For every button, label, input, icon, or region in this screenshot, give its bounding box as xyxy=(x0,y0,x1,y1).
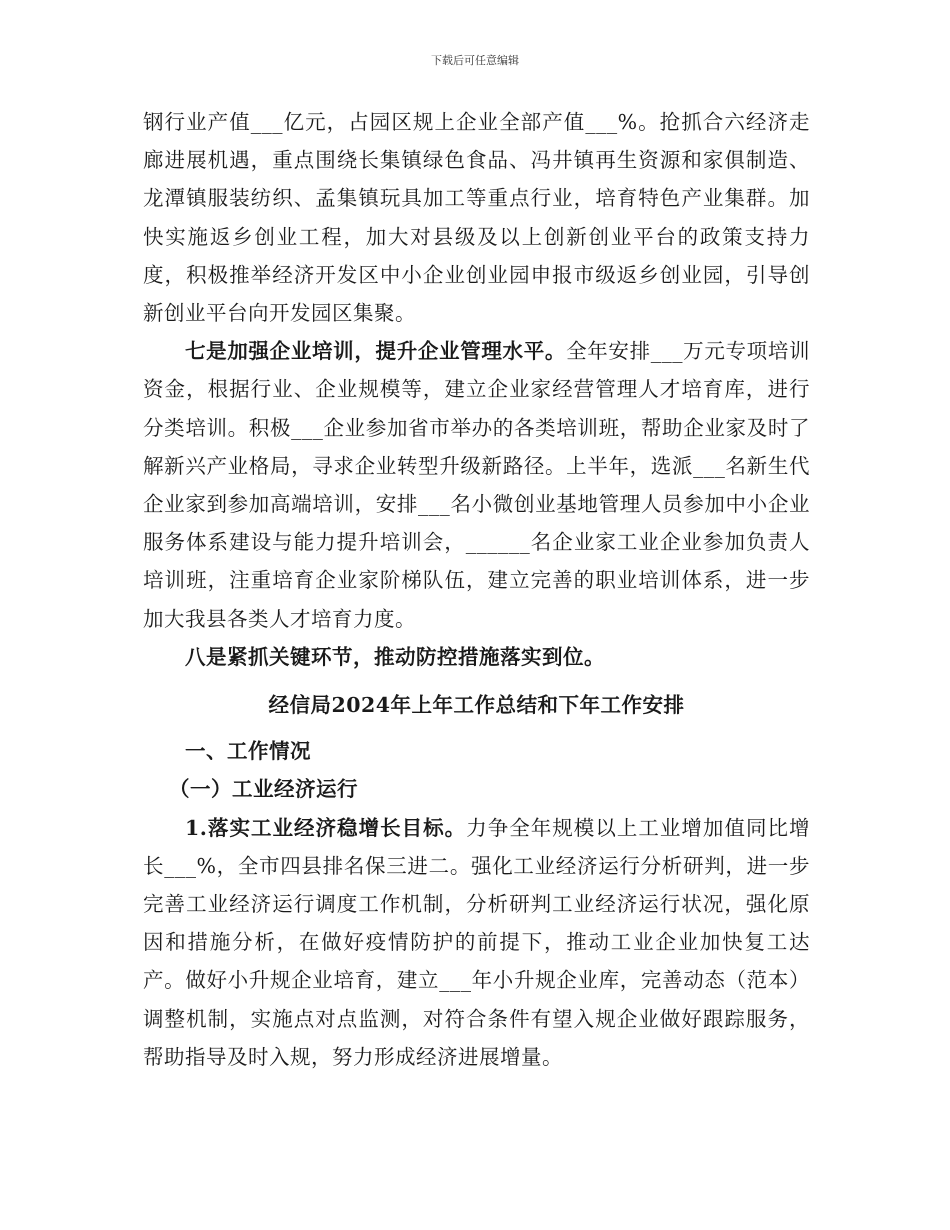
paragraph-body: 全年安排___万元专项培训资金，根据行业、企业规模等，建立企业家经营管理人才培育库，进行分类培训。积极___企业参加省市举办的各类培训班，帮助企业家及时了解新兴产业格局，寻求企业转型升级新路径。上半年，选派___名新生代企业家到参加高端培训，安排___名小微创业基地管理人员参加中小企业服务体系建设与能力提升培训会，______名企业家工业企业参加负责人培训班，注重培育企业家阶梯队伍，建立完善的职业培训体系，进一步加大我县各类人才培育力度。 xyxy=(143,339,811,631)
paragraph-growth-target xyxy=(143,809,810,1076)
paragraph-enterprise-training xyxy=(143,332,810,638)
document-body xyxy=(143,103,810,1076)
page-header: 下载后可任意编辑 xyxy=(431,54,519,67)
section-heading: 一、工作情况 xyxy=(185,739,311,764)
paragraph-lead: 八是紧抓关键环节，推动防控措施落实到位。 xyxy=(185,644,605,669)
paragraph-industrial-parks: 钢行业产值___亿元，占园区规上企业全部产值___%。抢抓合六经济走廊进展机遇，重点围绕长集镇绿色食品、冯井镇再生资源和家俱制造、龙潭镇服装纺织、孟集镇玩具加工等重点行业，培育特色产业集群。加快实施返乡创业工程，加大对县级及以上创新创业平台的政策支持力度，积极推举经济开发区中小企业创业园申报市级返乡创业园，引导创新创业平台向开发园区集聚。 xyxy=(143,110,810,326)
paragraph-body: 力争全年规模以上工业增加值同比增长___%，全市四县排名保三进二。强化工业经济运行分析研判，进一步完善工业经济运行调度工作机制，分析研判工业经济运行状况，强化原因和措施分析，在做好疫情防护的前提下，推动工业企业加快复工达产。做好小升规企业培育，建立___年小升规企业库，完善动态（范本）调整机制，实施点对点监测，对符合条件有望入规企业做好跟踪服务，帮助指导及时入规，努力形成经济进展增量。 xyxy=(143,815,811,1069)
document-title: 经信局2024年上年工作总结和下年工作安排 xyxy=(268,693,685,718)
paragraph-lead: 1.落实工业经济稳增长目标。 xyxy=(185,815,467,840)
subsection-heading: （一）工业经济运行 xyxy=(169,777,358,802)
paragraph-lead: 七是加强企业培训，提升企业管理水平。 xyxy=(185,339,567,364)
paragraph-prevention-measures xyxy=(143,638,810,676)
